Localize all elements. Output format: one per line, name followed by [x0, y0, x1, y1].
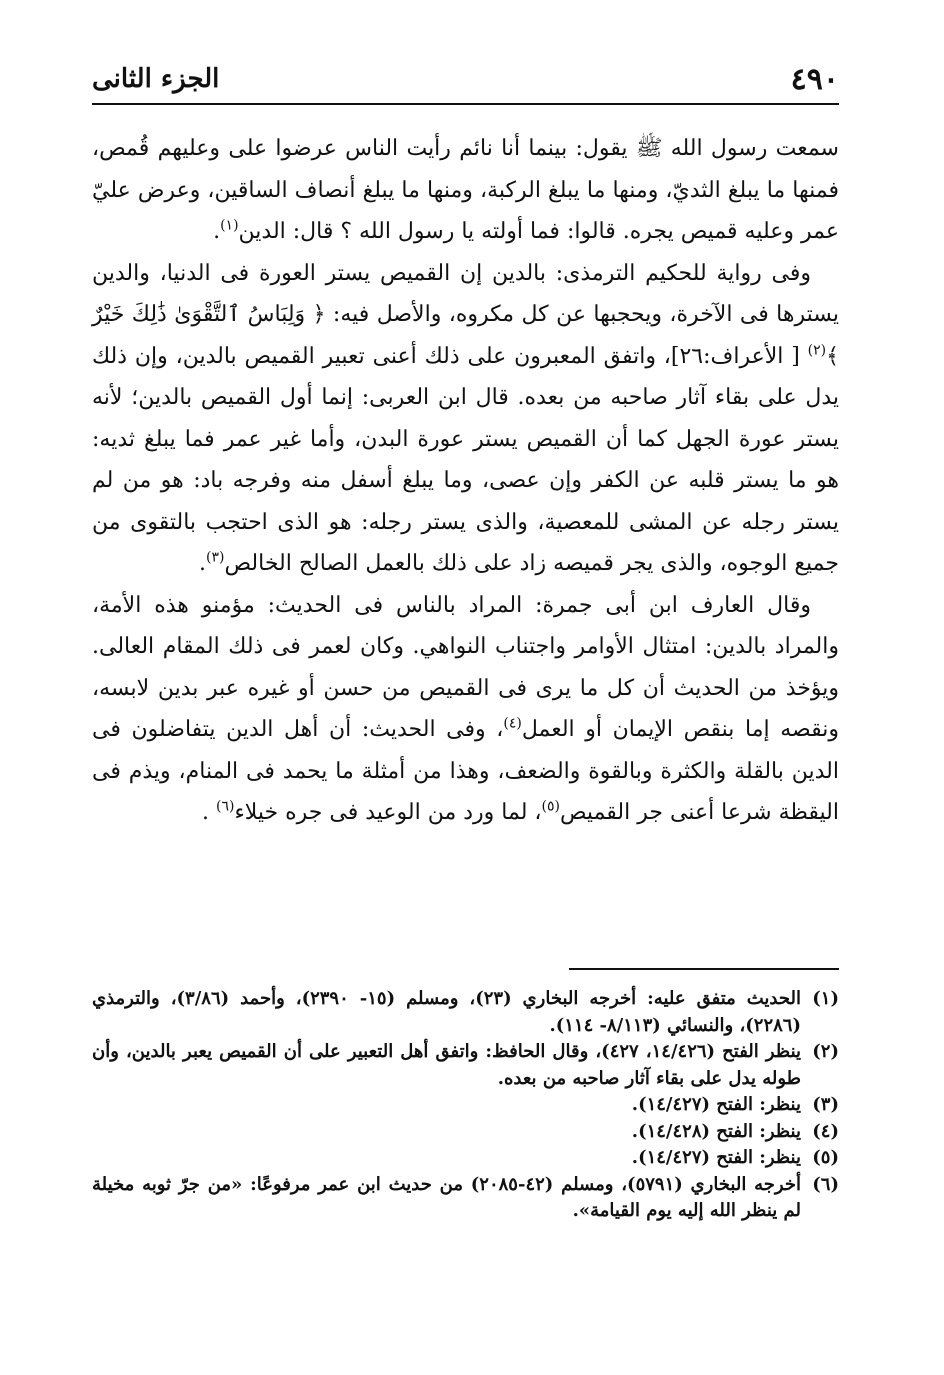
footnote-4: [92, 1119, 839, 1146]
footnote-5: [92, 1145, 839, 1172]
paragraph-3: [92, 585, 839, 834]
footnote-number: (٦): [812, 1173, 839, 1195]
main-text: [92, 128, 839, 834]
footnote-number: (١): [812, 988, 839, 1009]
page-number: ٤٩٠: [790, 61, 839, 97]
paragraph-text: .: [213, 219, 221, 244]
footnote-text: ينظر: الفتح (١٤/٤٢٨).: [631, 1120, 801, 1142]
footnote-ref-1[interactable]: (١): [220, 217, 239, 234]
footnotes: [92, 986, 839, 1225]
footnote-ref-3[interactable]: (٣): [206, 549, 225, 566]
footnote-number: (٥): [812, 1147, 839, 1168]
paragraph-text: .: [199, 551, 207, 576]
footnote-2: [92, 1039, 839, 1092]
footnote-text: ينظر: الفتح (١٤/٤٢٧).: [631, 1094, 801, 1115]
footnote-6: [92, 1172, 839, 1225]
paragraph-1: [92, 128, 839, 253]
paragraph-text: وقال العارف ابن أبى جمرة: المراد بالناس فى الحديث: مؤمنو هذه الأمة، والمراد بالدين: امتثال الأوامر واجتناب النواهي. وكان لعمر فى ذلك المقام العالى. ويؤخذ من الحديث أن كل ما يرى فى القميص من حسن أو غيره عبر بدين لابسه، ونقصه إما بنقص الإيمان أو العمل: [92, 592, 839, 742]
paragraph-text: ، لما ورد من الوعيد فى جره خيلاء: [234, 800, 542, 825]
footnote-ref-4[interactable]: (٤): [503, 715, 522, 732]
paragraph-text: وفى رواية للحكيم الترمذى: بالدين إن القميص يستر العورة فى الدنيا، والدين يسترها فى الآخرة، ويحجبها عن كل مكروه، والأصل فيه: ﴿ وَلِبَاسُ ٱلتَّقْوَىٰ ذَٰلِكَ خَيْرٌ ﴾: [92, 260, 839, 369]
footnote-text: ينظر الفتح (١٤/٤٢٦، ٤٢٧)، وقال الحافظ: واتفق أهل التعبير على أن القميص يعبر بالدين، وأن طوله يدل على بقاء آثار صاحبه من بعده.: [92, 1041, 802, 1089]
paragraph-text: [ الأعراف:٢٦]، واتفق المعبرون على ذلك أعنى تعبير القميص بالدين، وإن ذلك يدل على بقاء آثار صاحبه من بعده. قال ابن العربى: إنما أول القميص بالدين؛ لأنه يستر عورة الجهل كما أن القميص يستر عورة البدن، وأما غير عمر فما يبلغ ثديه: هو ما يستر قلبه عن الكفر وإن عصى، وما يبلغ أسفل منه وفرجه باد: هو من لم يستر رجله عن المشى للمعصية، والذى يستر رجله: هو الذى احتجب بالتقوى من جميع الوجوه، والذى يجر قميصه زاد على ذلك بالعمل الصالح الخالص: [92, 343, 839, 576]
footnote-text: أخرجه البخاري (٥٧٩١)، ومسلم (٤٢-٢٠٨٥) من حديث ابن عمر مرفوعًا: «من جرّ ثوبه مخيلة لم ينظر الله إليه يوم القيامة».: [92, 1173, 801, 1221]
paragraph-2: [92, 253, 839, 585]
footnote-number: (٣): [812, 1094, 839, 1115]
paragraph-text: سمعت رسول الله ﷺ يقول: بينما أنا نائم رأيت الناس عرضوا على وعليهم قُمص، فمنها ما يبلغ الثديّ، ومنها ما يبلغ الركبة، ومنها ما يبلغ أنصاف الساقين، وعرض عليّ عمر وعليه قميص يجره. قالوا: فما أولته يا رسول الله ؟ قال: الدين: [92, 136, 839, 244]
footnote-3: [92, 1092, 839, 1119]
footnote-separator: [569, 968, 839, 970]
paragraph-text: .: [201, 800, 216, 825]
footnote-1: [92, 986, 839, 1039]
footnote-ref-5[interactable]: (٥): [541, 798, 560, 815]
footnote-number: (٤): [812, 1120, 839, 1142]
footnote-text: الحديث متفق عليه: أخرجه البخاري (٢٣)، ومسلم (١٥- ٢٣٩٠)، وأحمد (٣/٨٦)، والترمذي (٢٢٨٦)، والنسائي (٨/١١٣- ١١٤).: [92, 988, 801, 1036]
footnote-ref-6[interactable]: (٦): [215, 798, 235, 815]
running-title: الجزء الثانى: [92, 64, 220, 94]
page-header: [92, 55, 839, 105]
footnote-text: ينظر: الفتح (١٤/٤٢٧).: [631, 1147, 801, 1168]
paragraph-text: ، وفى الحديث: أن أهل الدين يتفاضلون فى الدين بالقلة والكثرة وبالقوة والضعف، وهذا من أمثلة ما يحمد فى المنام، ويذم فى اليقظة شرعا أعنى جر القميص: [92, 717, 839, 825]
footnote-number: (٢): [812, 1041, 839, 1062]
footnote-ref-2[interactable]: (٢): [807, 342, 827, 359]
